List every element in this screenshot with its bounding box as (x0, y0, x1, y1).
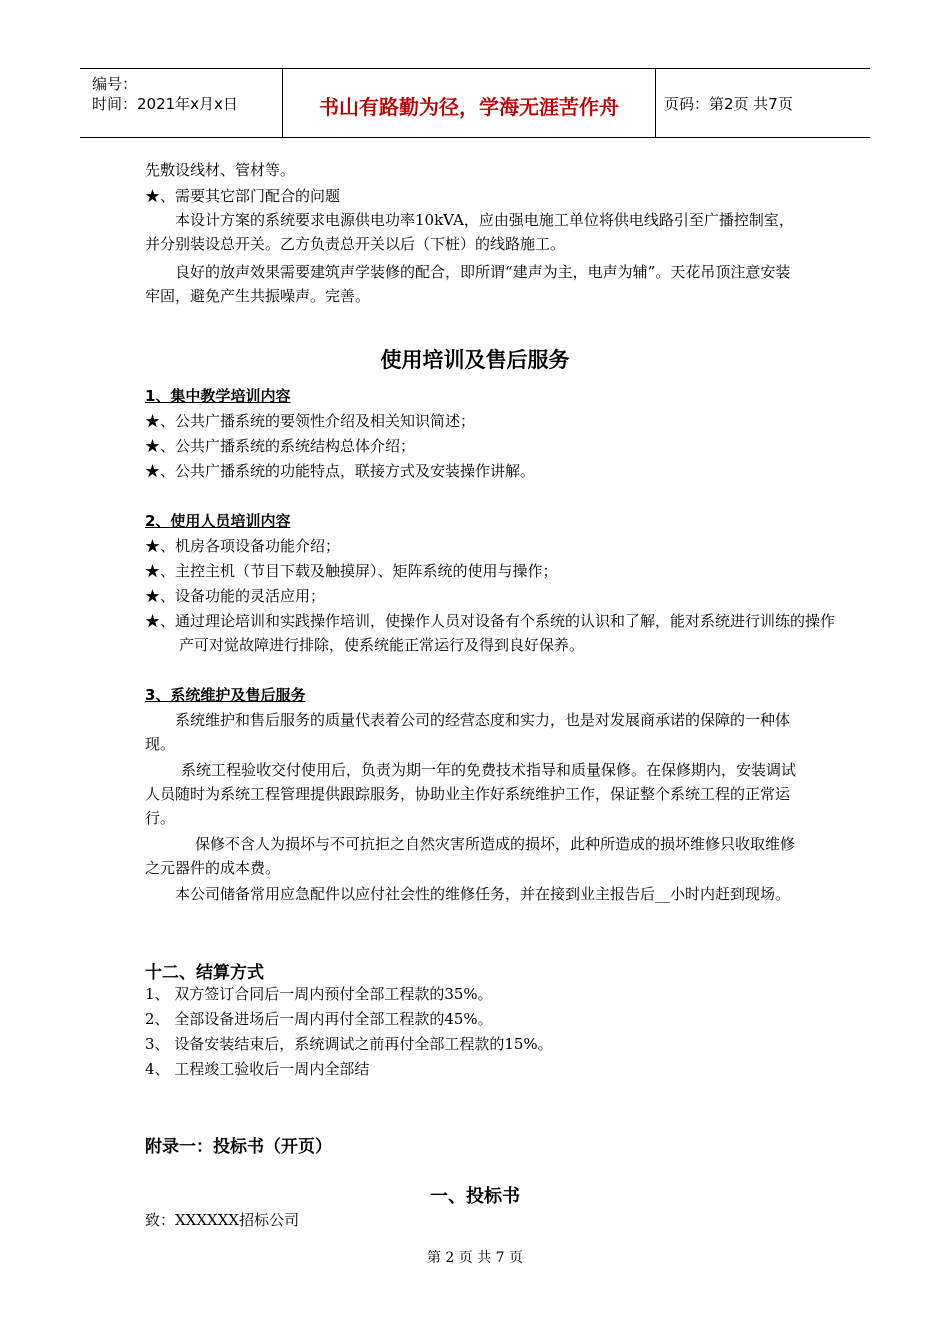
list-item: ★、机房各项设备功能介绍； (145, 537, 341, 555)
subsection-title: 3、系统维护及售后服务 (145, 686, 306, 704)
list-item: ★、主控主机（节目下载及触摸屏）、矩阵系统的使用与操作； (145, 562, 558, 580)
section-heading: 使用培训及售后服务 (380, 348, 570, 372)
list-item: ★、公共广播系统的功能特点，联接方式及安装操作讲解。 (145, 462, 536, 480)
appendix-subtitle: 一、投标书 (430, 1186, 520, 1207)
header-center-cell (283, 69, 656, 137)
subsection-title: 2、使用人员培训内容 (145, 512, 291, 530)
paragraph: 本设计方案的系统要求电源供电功率10kVA，应由强电施工单位将供电线路引至广播控制室，并分别装设总开关。乙方负责总开关以后（下桩）的线路施工。 (145, 211, 794, 253)
list-item: ★、设备功能的灵活应用； (145, 587, 326, 605)
paragraph: 系统工程验收交付使用后，负责为期一年的免费技术指导和质量保修。在保修期内，安装调试人员随时为系统工程管理提供跟踪服务，协助业主作好系统维护工作，保证整个系统工程的正常运行。 (145, 761, 797, 827)
page-footer: 第 2 页 共 7 页 (426, 1250, 524, 1266)
paragraph: 本公司储备常用应急配件以应付社会性的维修任务，并在接到业主报告后__小时内赶到现场。 (175, 885, 791, 903)
list-item: 2、 全部设备进场后一周内再付全部工程款的45%。 (145, 1010, 493, 1028)
paragraph: 先敷设线材、管材等。 (145, 161, 296, 179)
list-item: ★、公共广播系统的要领性介绍及相关知识简述； (145, 412, 476, 430)
list-item: 1、 双方签订合同后一周内预付全部工程款的35%。 (145, 985, 493, 1003)
list-item: ★、通过理论培训和实践操作培训，使操作人员对设备有个系统的认识和了解，能对系统进行训练的操作产可对觉故障进行排除，使系统能正常运行及得到良好保养。 (145, 612, 836, 654)
time-label: 时间：2021年x月x日 (92, 95, 238, 113)
paragraph: 良好的放声效果需要建筑声学装修的配合，即所谓“建声为主，电声为辅”。天花吊顶注意安装牢固，避免产生共振噪声。完善。 (145, 263, 791, 305)
paragraph: 保修不含人为损坏与不可抗拒之自然灾害所造成的损坏，此种所造成的损坏维修只收取维修之元器件的成本费。 (145, 835, 796, 877)
header-table (80, 68, 870, 138)
subsection-title: 1、集中教学培训内容 (145, 387, 291, 405)
paragraph: 系统维护和售后服务的质量代表着公司的经营态度和实力，也是对发展商承诺的保障的一种体现。 (145, 711, 791, 753)
list-item: 3、 设备安装结束后，系统调试之前再付全部工程款的15%。 (145, 1035, 553, 1053)
addressee-line: 致：XXXXXX招标公司 (145, 1211, 300, 1229)
list-item: 4、 工程竣工验收后一周内全部结 (145, 1060, 370, 1078)
page-label: 页码：第2页 共7页 (664, 95, 793, 113)
number-label: 编号： (92, 75, 138, 93)
header-left-cell (80, 69, 283, 137)
section-title: 十二、结算方式 (145, 963, 264, 983)
header-right-cell (656, 69, 870, 137)
appendix-title: 附录一：投标书（开页） (145, 1137, 332, 1157)
paragraph: ★、需要其它部门配合的问题 (145, 187, 341, 205)
list-item: ★、公共广播系统的系统结构总体介绍； (145, 437, 416, 455)
motto: 书山有路勤为径，学海无涯苦作舟 (319, 95, 619, 119)
